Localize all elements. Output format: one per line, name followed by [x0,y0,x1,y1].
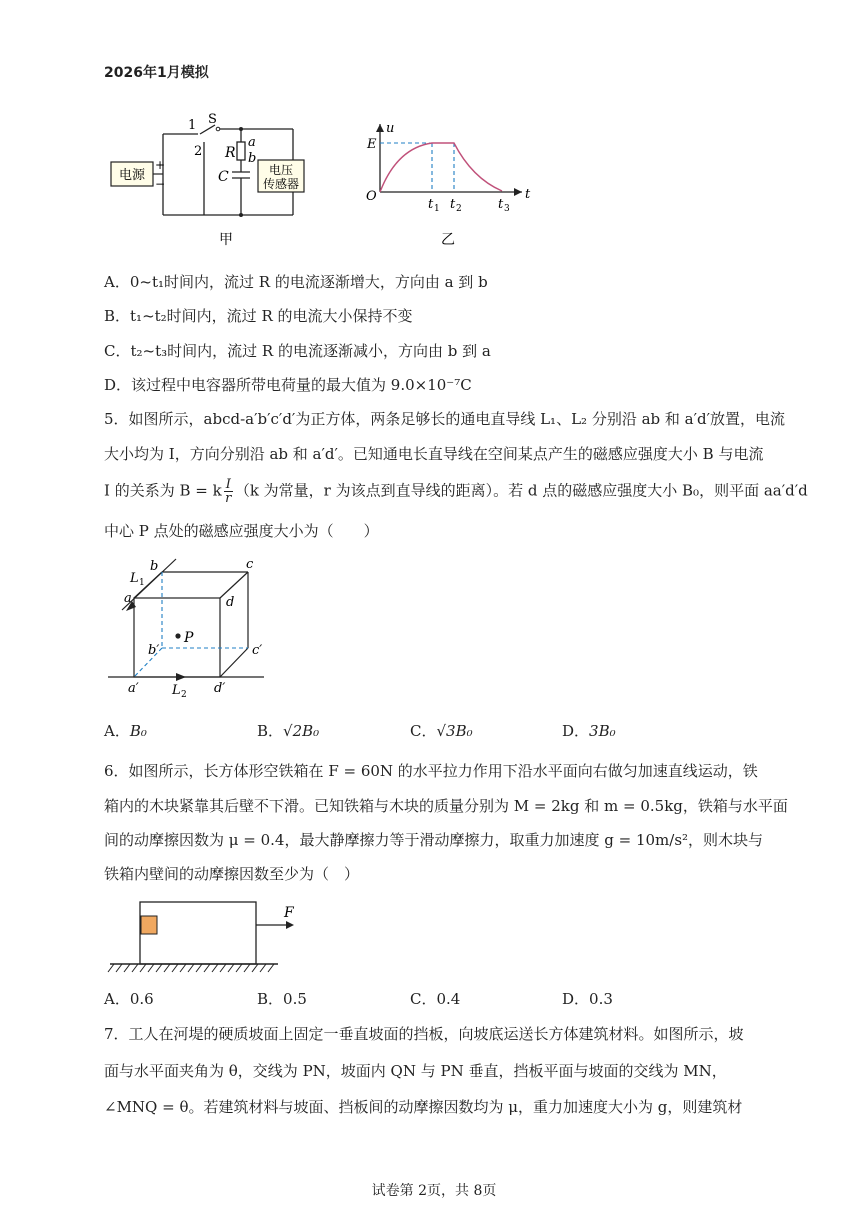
level-e: E [367,137,377,152]
tick-t2-sub: 2 [456,204,462,214]
origin-o: O [366,189,377,204]
caption-yi: 乙 [441,232,455,248]
axis-t: t [525,187,531,202]
axis-u: u [386,121,395,136]
q4-option-d: D．该过程中电容器所带电荷量的最大值为 9.0×10⁻⁷C [104,376,472,394]
point-b: b [248,151,257,166]
q7-text-line-1: 7．工人在河堤的硬质坡面上固定一垂直坡面的挡板，向坡底运送长方体建筑材料。如图所示，坡 [104,1025,744,1043]
q5-option-a: A．B₀ [104,722,147,740]
wire-l1-sub: 1 [139,578,145,588]
q7-text-line-2: 面与水平面夹角为 θ，交线为 PN，坡面内 QN 与 PN 垂直，挡板平面与坡面的交线为 MN， [104,1062,727,1080]
tick-t1: t [428,197,434,212]
iron-box-diagram [106,894,294,976]
circuit-diagram [108,112,318,247]
cube-c1: c′ [252,643,263,658]
q4-option-a: A．0~t₁时间内，流过 R 的电流逐渐增大，方向由 a 到 b [104,273,488,291]
source-label: 电源 [118,168,146,183]
cube-b1: b′ [148,643,160,658]
q5-text-line-4: 中心 P 点处的磁感应强度大小为（ ） [104,522,379,540]
switch-pos-1: 1 [188,118,197,133]
cube-a: a [124,591,132,606]
q7-text-line-3: ∠MNQ = θ。若建筑材料与坡面、挡板间的动摩擦因数均为 μ，重力加速度大小为 g，则建筑材 [104,1098,743,1116]
switch-label: S [208,112,217,127]
q6-option-a: A．0.6 [104,990,154,1008]
q5-text-line-1: 5．如图所示，abcd-a′b′c′d′为正方体，两条足够长的通电直导线 L₁、L₂ 分别沿 ab 和 a′d′放置，电流 [104,410,786,428]
q6-text-line-4: 铁箱内壁间的动摩擦因数至少为（ ） [104,865,360,883]
voltage-time-graph [362,118,537,250]
ground-hatch [108,964,274,972]
cube-d1: d′ [214,681,226,696]
q5-text-line-2: 大小均为 I，方向分别沿 ab 和 a′d′。已知通电长直导线在空间某点产生的磁感应强度大小 B 与电流 [104,445,764,463]
point-p: P [184,630,194,646]
q6-option-b: B．0.5 [257,990,307,1008]
wood-block [141,916,157,934]
q4-option-b: B．t₁~t₂时间内，流过 R 的电流大小保持不变 [104,307,413,325]
wire-l1: L [130,571,139,586]
wire-l2: L [172,683,181,698]
sensor-label-2: 传感器 [262,177,300,191]
resistor-label: R [225,145,236,161]
cube-c: c [246,557,254,572]
cube-b: b [150,559,159,574]
cube-diagram [104,554,274,699]
q6-text-line-2: 箱内的木块紧靠其后壁不下滑。已知铁箱与木块的质量分别为 M = 2kg 和 m = 0.5kg，铁箱与水平面 [104,797,788,815]
cube-a1: a′ [128,681,139,696]
exam-header: 2026年1月模拟 [104,65,209,81]
tick-t3: t [498,197,504,212]
q5-option-c: C．√3B₀ [410,722,473,740]
q5-option-d: D．3B₀ [562,722,616,740]
q6-option-c: C．0.4 [410,990,461,1008]
plus-sign: + [155,158,166,172]
caption-jia: 甲 [219,232,233,248]
cube-d: d [226,595,235,610]
force-label: F [284,905,294,921]
tick-t3-sub: 3 [504,204,510,214]
page-footer: 试卷第 2页，共 8页 [371,1183,497,1199]
tick-t1-sub: 1 [434,204,440,214]
switch-pos-2: 2 [194,144,203,159]
point-a: a [248,135,256,150]
q6-option-d: D．0.3 [562,990,613,1008]
sensor-label-1: 电压 [268,163,294,177]
q5-option-b: B．√2B₀ [257,722,320,740]
minus-sign: − [155,177,166,191]
wire-l2-sub: 2 [181,690,187,700]
tick-t2: t [450,197,456,212]
capacitor-label: C [218,169,229,185]
q6-text-line-1: 6．如图所示，长方体形空铁箱在 F = 60N 的水平拉力作用下沿水平面向右做匀加速直线运动，铁 [104,762,758,780]
q6-text-line-3: 间的动摩擦因数为 μ = 0.4，最大静摩擦力等于滑动摩擦力，取重力加速度 g = 10m/s²，则木块与 [104,831,764,849]
q5-text-line-3: I 的关系为 B = k $\frac{I}{r}$ （k 为常量，r 为该点到直导线的距离）。若 d 点的磁感应强度大小 B₀，则平面 aa′d′d [104,477,808,506]
q4-option-c: C．t₂~t₃时间内，流过 R 的电流逐渐减小，方向由 b 到 a [104,342,491,360]
